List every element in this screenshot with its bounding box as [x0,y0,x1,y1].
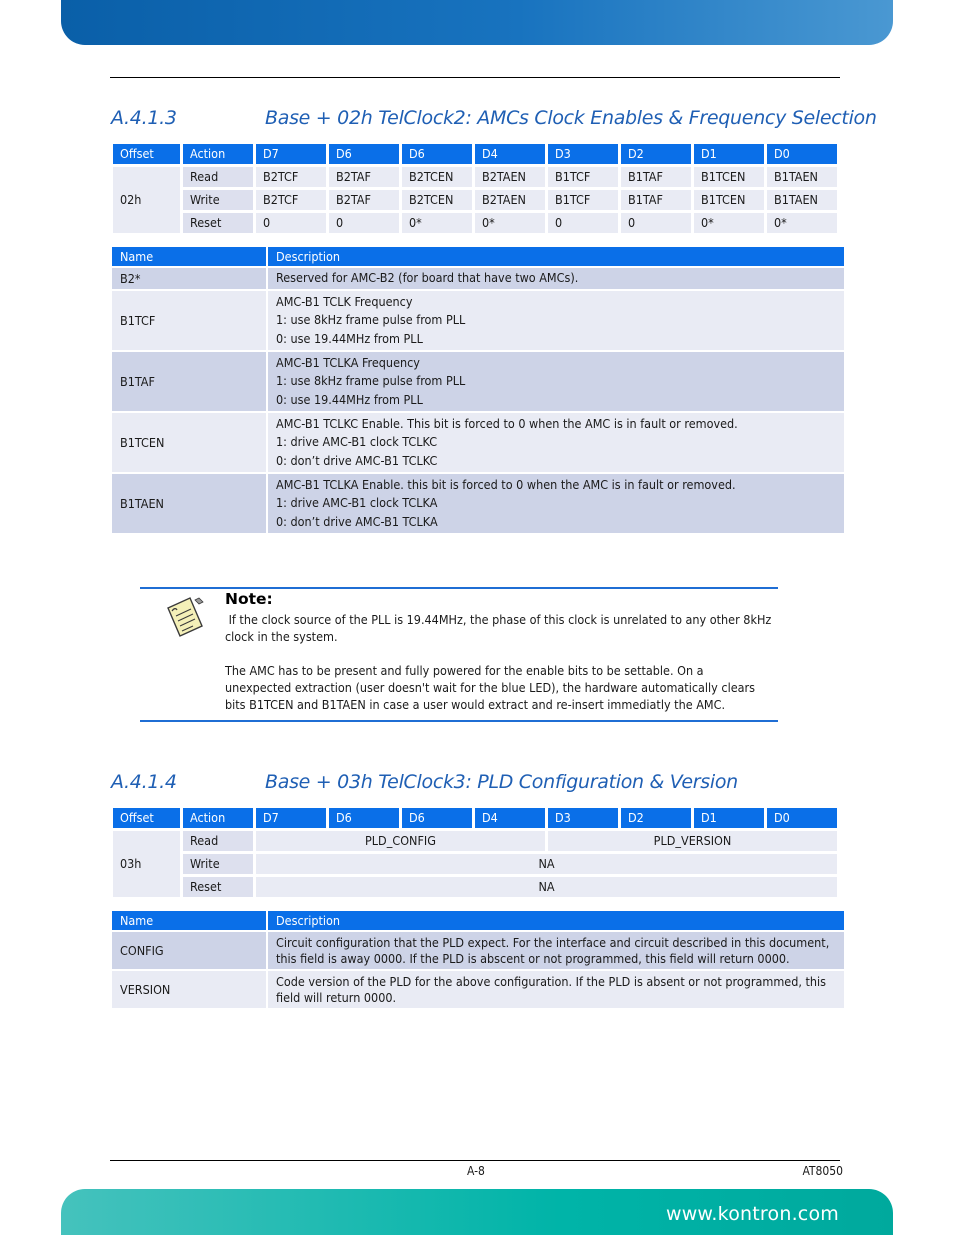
bit-cell: B1TAEN [767,190,837,210]
field-description [268,932,844,969]
register-row-read [113,167,837,187]
col-header: Description [268,911,844,930]
bit-cell: B1TCEN [694,167,764,187]
offset-cell: 03h [113,831,180,897]
bit-cell: B2TCEN [402,190,472,210]
register-row-write [113,854,837,874]
bitfield-cell: NA [256,877,837,897]
header-banner [61,0,893,45]
note-paper-icon [162,594,208,640]
footer-banner [61,1189,893,1235]
col-header: Description [268,247,844,266]
bit-cell: B1TCF [548,190,618,210]
col-header: D6 [329,144,399,164]
field-description-table-03h [110,909,846,1010]
field-name: B1TCEN [112,413,266,472]
bit-cell: B1TAF [621,190,691,210]
col-header: Name [112,247,266,266]
col-header: D0 [767,808,837,828]
document-id: AT8050 [802,1164,843,1178]
bitfield-cell: PLD_VERSION [548,831,837,851]
bitfield-cell: PLD_CONFIG [256,831,545,851]
website-link[interactable]: www.kontron.com [665,1203,839,1225]
col-header: D3 [548,808,618,828]
field-description [268,413,844,472]
col-header: D4 [475,144,545,164]
description-line: 1: drive AMC-B1 clock TCLKA [276,495,438,511]
col-header: D6 [329,808,399,828]
bit-cell: 0 [256,213,326,233]
bit-cell: B1TCF [548,167,618,187]
col-header: D1 [694,144,764,164]
description-line: AMC-B1 TCLKA Frequency [276,354,420,370]
field-row [112,352,844,411]
field-row [112,291,844,350]
action-cell: Write [183,854,253,874]
col-header: Action [183,808,253,828]
bit-cell: 0* [694,213,764,233]
description-text: Code version of the PLD for the above configuration. If the PLD is absent or not programmed, this field will return 0000. [276,973,826,1005]
col-header: Action [183,144,253,164]
bit-cell: 0* [767,213,837,233]
description-line: Reserved for AMC-B2 (for board that have two AMCs). [276,270,579,286]
col-header: D7 [256,808,326,828]
col-header: D1 [694,808,764,828]
action-cell: Write [183,190,253,210]
register-header-row [113,144,837,164]
action-cell: Read [183,167,253,187]
col-header: Offset [113,808,180,828]
note-paragraph: If the clock source of the PLL is 19.44MHz, the phase of this clock is unrelated to any other 8kHz clock in the system. [225,612,775,644]
col-header: D0 [767,144,837,164]
description-line: AMC-B1 TCLKA Enable. this bit is forced to 0 when the AMC is in fault or removed. [276,476,736,492]
bit-cell: 0 [621,213,691,233]
field-name: B1TAEN [112,474,266,533]
register-header-row [113,808,837,828]
bit-cell: 0* [402,213,472,233]
footer-rule [110,1160,840,1161]
bit-cell: B2TCEN [402,167,472,187]
description-line: 0: use 19.44MHz from PLL [276,391,423,407]
note-box [140,587,778,722]
field-description [268,971,844,1008]
field-name: B1TAF [112,352,266,411]
col-header: D3 [548,144,618,164]
offset-cell: 02h [113,167,180,233]
note-title: Note: [225,590,273,608]
description-line: 0: use 19.44MHz from PLL [276,330,423,346]
field-description [268,474,844,533]
register-row-read [113,831,837,851]
description-line: 1: use 8kHz frame pulse from PLL [276,312,466,328]
field-name: VERSION [112,971,266,1008]
col-header: Name [112,911,266,930]
col-header: D2 [621,144,691,164]
action-cell: Reset [183,877,253,897]
section-title: Base + 02h TelClock2: AMCs Clock Enables & Frequency Selection [265,107,877,129]
section-number: A.4.1.3 [111,107,177,129]
field-description [268,268,844,289]
field-row [112,413,844,472]
bit-cell: B2TCF [256,167,326,187]
description-line: AMC-B1 TCLKC Enable. This bit is forced to 0 when the AMC is in fault or removed. [276,415,738,431]
bitfield-cell: NA [256,854,837,874]
section-number: A.4.1.4 [111,771,177,793]
bit-cell: B1TCEN [694,190,764,210]
field-row [112,268,844,289]
bit-cell: B2TAEN [475,167,545,187]
action-cell: Read [183,831,253,851]
bit-cell: 0* [475,213,545,233]
register-row-reset [113,877,837,897]
field-row [112,932,844,969]
col-header: D6 [402,808,472,828]
register-table-02h [110,141,840,236]
description-text: Circuit configuration that the PLD expect. For the interface and circuit described in this document, this field is away 0000. If the PLD is abscent or not programmed, this field will return 0000. [276,934,830,966]
bit-cell: B2TAF [329,167,399,187]
bit-cell: 0 [329,213,399,233]
field-name: B2* [112,268,266,289]
col-header: D2 [621,808,691,828]
description-line: 0: don’t drive AMC-B1 TCLKC [276,452,438,468]
field-row [112,971,844,1008]
bit-cell: B2TCF [256,190,326,210]
section-title: Base + 03h TelClock3: PLD Configuration & Version [265,771,738,793]
field-name: CONFIG [112,932,266,969]
bit-cell: B1TAEN [767,167,837,187]
description-line: 0: don’t drive AMC-B1 TCLKA [276,513,438,529]
bit-cell: B2TAF [329,190,399,210]
bit-cell: B2TAEN [475,190,545,210]
bit-cell: 0 [548,213,618,233]
page-number: A-8 [467,1164,485,1178]
description-line: 1: use 8kHz frame pulse from PLL [276,373,466,389]
col-header: D6 [402,144,472,164]
description-line: 1: drive AMC-B1 clock TCLKC [276,434,438,450]
description-header-row [112,247,844,266]
action-cell: Reset [183,213,253,233]
description-line: AMC-B1 TCLK Frequency [276,293,413,309]
register-row-reset [113,213,837,233]
description-header-row [112,911,844,930]
col-header: Offset [113,144,180,164]
register-table-03h [110,805,840,900]
register-row-write [113,190,837,210]
col-header: D4 [475,808,545,828]
field-description [268,352,844,411]
col-header: D7 [256,144,326,164]
field-description-table-02h [110,245,846,535]
bit-cell: B1TAF [621,167,691,187]
note-paragraph: The AMC has to be present and fully powered for the enable bits to be settable. On a unexpected extraction (user doesn't wait for the blue LED), the hardware automatically clears bits B1TCEN and B1TAEN in case a user would extract and re-insert immediatly the AMC. [225,663,755,712]
field-name: B1TCF [112,291,266,350]
field-description [268,291,844,350]
field-row [112,474,844,533]
header-rule [110,77,840,78]
